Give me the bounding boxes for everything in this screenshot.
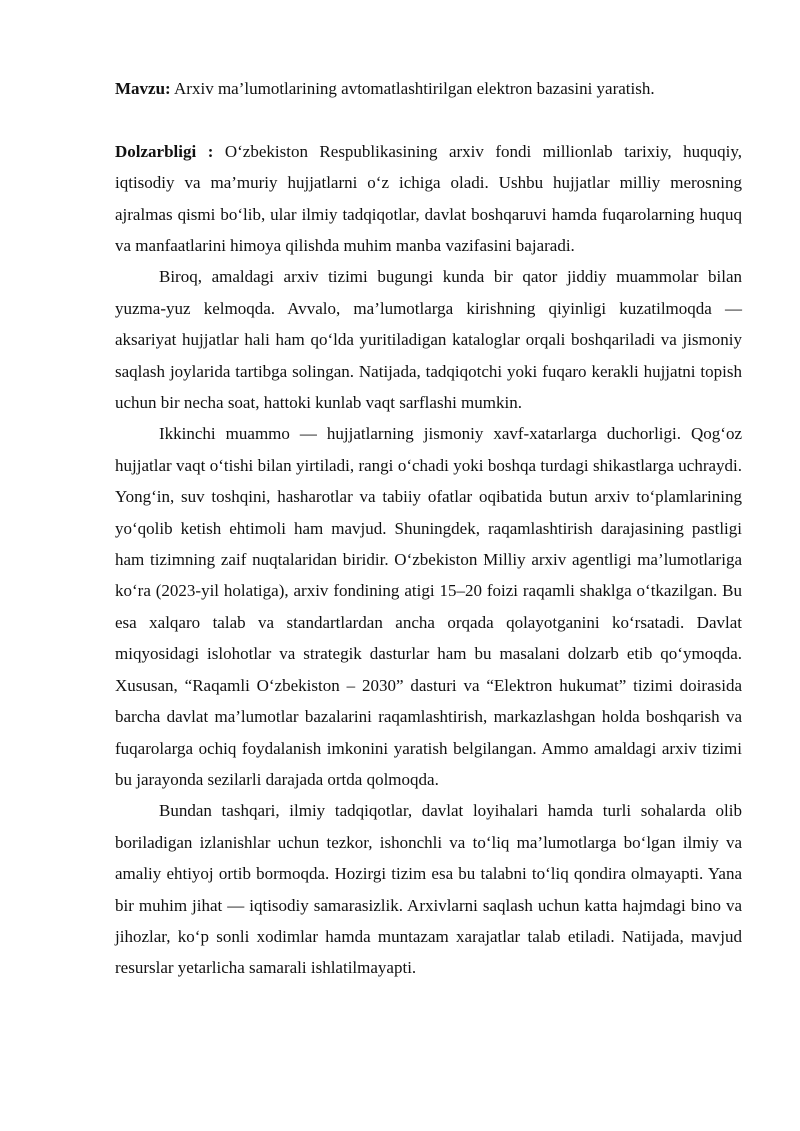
relevance-text: O‘zbekiston Respublikasining arxiv fondi millionlab tarixiy, huquqiy, iqtisodiy va ma’muriy hujjatlarni o‘z ichiga oladi. Ushbu hujjatlar milliy merosning ajralmas qismi bo‘lib, ular ilmiy tadqiqotlar, davlat boshqaruvi hamda fuqarolarning huquq va manfaatlarini himoya qilishda muhim manba vazifasini bajaradi. bbox=[115, 141, 742, 256]
relevance-paragraph bbox=[115, 136, 742, 262]
blank-line bbox=[115, 104, 742, 135]
topic-text: Arxiv ma’lumotlarining avtomatlashtirilgan elektron bazasini yaratish. bbox=[170, 79, 655, 98]
body-paragraph-3: Bundan tashqari, ilmiy tadqiqotlar, davlat loyihalari hamda turli sohalarda olib boriladigan izlanishlar uchun tezkor, ishonchli va to‘liq ma’lumotlarga bo‘lgan ilmiy va amaliy ehtiyoj ortib bormoqda. Hozirgi tizim esa bu talabni to‘liq qondira olmayapti. Yana bir muhim jihat — iqtisodiy samarasizlik. Arxivlarni saqlash uchun katta hajmdagi bino va jihozlar, ko‘p sonli xodimlar hamda muntazam xarajatlar talab etiladi. Natijada, mavjud resurslar yetarlicha samarali ishlatilmayapti. bbox=[115, 801, 742, 978]
relevance-label: Dolzarbligi : bbox=[115, 141, 214, 161]
topic-line bbox=[115, 73, 742, 104]
body-paragraph-1: Biroq, amaldagi arxiv tizimi bugungi kunda bir qator jiddiy muammolar bilan yuzma-yuz kelmoqda. Avvalo, ma’lumotlarga kirishning qiyinligi kuzatilmoqda — aksariyat hujjatlar hali ham qo‘lda yuritiladigan kataloglar orqali boshqariladi va jismoniy saqlash joylarida tartibga solingan. Natijada, tadqiqotchi yoki fuqaro kerakli hujjatni topish uchun bir necha soat, hattoki kunlab vaqt sarflashi mumkin. bbox=[115, 267, 742, 413]
document-page bbox=[115, 73, 742, 984]
topic-label: Mavzu: bbox=[115, 79, 171, 98]
body-paragraph-2: Ikkinchi muammo — hujjatlarning jismoniy xavf-xatarlarga duchorligi. Qog‘oz hujjatlar vaqt o‘tishi bilan yirtiladi, rangi o‘chadi yoki boshqa turdagi shikastlarga uchraydi. Yong‘in, suv toshqini, hasharotlar va tabiiy ofatlar oqibatida butun arxiv to‘plamlarining yo‘qolib ketish ehtimoli ham mavjud. Shuningdek, raqamlashtirish darajasining pastligi ham tizimning zaif nuqtalaridan biridir. O‘zbekiston Milliy arxiv agentligi ma’lumotlariga ko‘ra (2023-yil holatiga), arxiv fondining atigi 15–20 foizi raqamli shaklga o‘tkazilgan. Bu esa xalqaro talab va standartlardan ancha orqada qolayotganini ko‘rsatadi. Davlat miqyosidagi islohotlar va strategik dasturlar ham bu masalani dolzarb etib qo‘ymoqda. Xususan, “Raqamli O‘zbekiston – 2030” dasturi va “Elektron hukumat” tizimi doirasida barcha davlat ma’lumotlar bazalarini raqamlashtirish, markazlashgan holda boshqarish va fuqarolarga ochiq foydalanish imkonini yaratish belgilangan. Ammo amaldagi arxiv tizimi bu jarayonda sezilarli darajada ortda qolmoqda. bbox=[115, 424, 742, 789]
